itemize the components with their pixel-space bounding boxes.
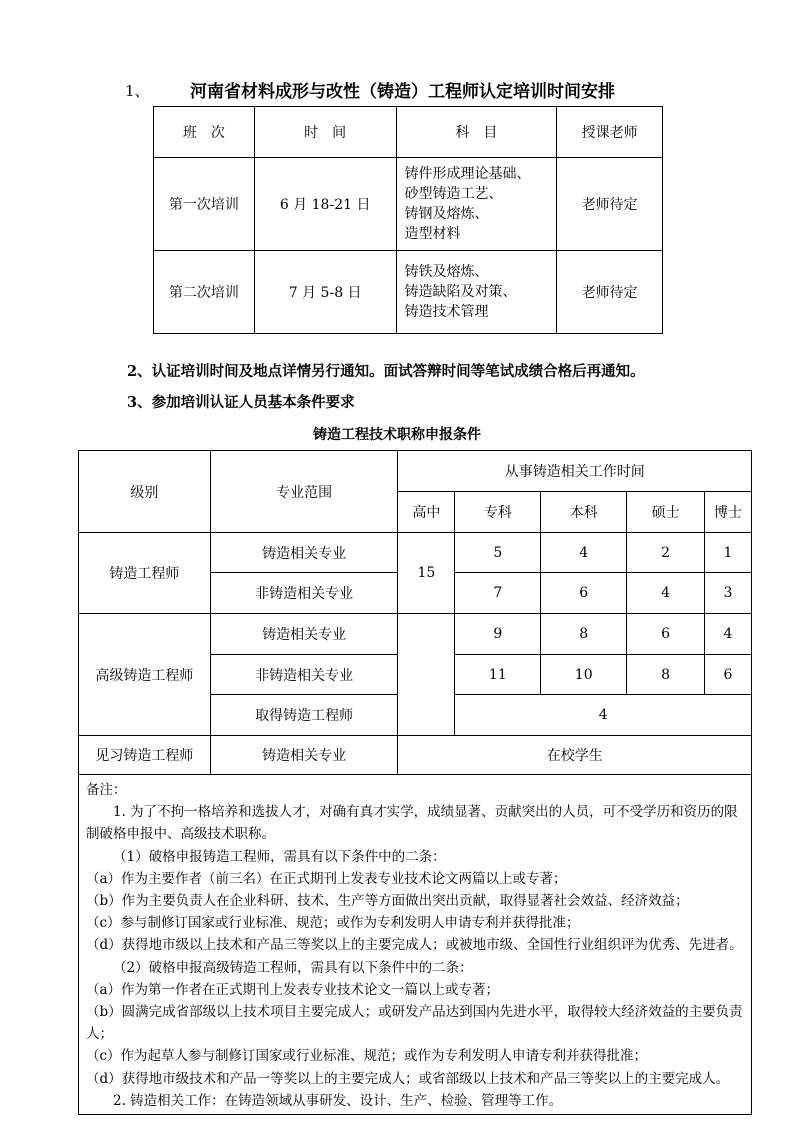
session-name: 第一次培训: [154, 158, 255, 251]
subject-line: 铸铁及熔炼、: [404, 264, 489, 280]
conditions-table-caption: 铸造工程技术职称申报条件: [313, 427, 481, 443]
scope-cell: 铸造相关专业: [210, 614, 398, 655]
scope-cell: 非铸造相关专业: [210, 655, 398, 695]
level-senior-engineer: 高级铸造工程师: [79, 614, 211, 736]
session-subjects: [396, 251, 557, 334]
scope-cell: 铸造相关专业: [210, 736, 398, 775]
session-name: 第二次培训: [154, 251, 255, 334]
degree-master: 硕士: [627, 492, 705, 533]
scope-cell: 铸造相关专业: [210, 533, 398, 573]
level-trainee-engineer: 见习铸造工程师: [79, 736, 211, 775]
table-row: [79, 533, 752, 573]
years-cell: 4: [627, 573, 705, 614]
years-cell: 2: [627, 533, 705, 573]
note-paragraph: （d）获得地市级以上技术和产品三等奖以上的主要完成人；或被地市级、全国性行业组织评为优秀、先进者。: [86, 937, 743, 954]
high-school-empty: [398, 614, 455, 736]
years-cell: 6: [627, 614, 705, 655]
section-3-heading: 3、参加培训认证人员基本条件要求: [127, 394, 355, 411]
subject-line: 铸造技术管理: [404, 304, 489, 320]
conditions-table: [78, 450, 752, 1115]
header-session: 班 次: [154, 107, 255, 158]
note-paragraph: 2. 铸造相关工作：在铸造领域从事研发、设计、生产、检验、管理等工作。: [113, 1092, 563, 1109]
years-cell: 5: [455, 533, 541, 573]
years-cell: 8: [541, 614, 627, 655]
section-2-text: 2、认证培训时间及地点详情另行通知。面试答辩时间等笔试成绩合格后再通知。: [127, 363, 645, 380]
subject-line: 铸件形成理论基础、: [404, 166, 531, 182]
years-cell: 4: [541, 533, 627, 573]
years-cell: 6: [541, 573, 627, 614]
years-cell: 4: [705, 614, 752, 655]
subject-line: 砂型铸造工艺、: [404, 186, 503, 202]
section-1-title: 河南省材料成形与改性（铸造）工程师认定培训时间安排: [190, 82, 615, 102]
years-cell: 10: [541, 655, 627, 695]
years-cell: 6: [705, 655, 752, 695]
degree-doctor: 博士: [705, 492, 752, 533]
years-cell: 7: [455, 573, 541, 614]
note-paragraph: （d）获得地市级技术和产品一等奖以上的主要完成人；或省部级以上技术和产品三等奖以上的主要完成人。: [86, 1070, 730, 1087]
degree-high-school: 高中: [398, 492, 455, 533]
note-paragraph: （b）作为主要负责人在企业科研、技术、生产等方面做出突出贡献，取得显著社会效益、经济效益；: [86, 893, 689, 910]
notes-label: 备注：: [86, 782, 127, 798]
years-cell: 9: [455, 614, 541, 655]
notes-cell: [79, 775, 752, 1115]
training-schedule-table: [153, 106, 663, 334]
years-cell: 4: [455, 695, 752, 736]
subject-line: 造型材料: [404, 226, 461, 242]
header-level: 级别: [79, 451, 211, 533]
table-row: [154, 251, 663, 334]
header-work-time: 从事铸造相关工作时间: [398, 451, 752, 492]
years-cell: 8: [627, 655, 705, 695]
degree-bachelor: 本科: [541, 492, 627, 533]
note-paragraph: （c）作为起草人参与制修订国家或行业标准、规范；或作为专利发明人申请专利并获得批准；: [86, 1048, 648, 1065]
session-time: 7 月 5-8 日: [254, 251, 396, 334]
note-paragraph: （1）破格申报铸造工程师，需具有以下条件中的二条：: [113, 848, 446, 865]
degree-college: 专科: [455, 492, 541, 533]
subject-line: 铸钢及熔炼、: [404, 206, 489, 222]
header-time: 时 间: [254, 107, 396, 158]
high-school-years: 15: [398, 533, 455, 614]
session-time: 6 月 18-21 日: [254, 158, 396, 251]
header-teacher: 授课老师: [557, 107, 663, 158]
session-teacher: 老师待定: [557, 251, 663, 334]
table-row: [79, 614, 752, 655]
level-engineer: 铸造工程师: [79, 533, 211, 614]
note-paragraph: （b）圆满完成省部级以上技术项目主要完成人；或研发产品达到国内先进水平，取得较大经济效益的主要负责人；: [86, 1004, 743, 1043]
scope-cell: 非铸造相关专业: [210, 573, 398, 614]
trainee-requirement: 在校学生: [398, 736, 752, 775]
note-paragraph: （a）作为第一作者在正式期刊上发表专业技术论文一篇以上或专著；: [86, 981, 500, 998]
header-subject: 科 目: [396, 107, 557, 158]
section-1-number: 1、: [125, 82, 150, 100]
note-paragraph: （2）破格申报高级铸造工程师，需具有以下条件中的二条：: [113, 959, 473, 976]
note-paragraph: （c）参与制修订国家或行业标准、规范；或作为专利发明人申请专利并获得批准；: [86, 915, 580, 932]
table-row: [79, 736, 752, 775]
subject-line: 铸造缺陷及对策、: [404, 284, 517, 300]
table-row: [154, 158, 663, 251]
session-subjects: [396, 158, 557, 251]
session-teacher: 老师待定: [557, 158, 663, 251]
years-cell: 11: [455, 655, 541, 695]
note-paragraph: （a）作为主要作者（前三名）在正式期刊上发表专业技术论文两篇以上或专著；: [86, 870, 567, 887]
years-cell: 1: [705, 533, 752, 573]
scope-cell: 取得铸造工程师: [210, 695, 398, 736]
header-scope: 专业范围: [210, 451, 398, 533]
years-cell: 3: [705, 573, 752, 614]
note-paragraph: 1. 为了不拘一格培养和选拔人才，对确有真才实学，成绩显著、贡献突出的人员，可不受学历和资历的限制破格申报中、高级技术职称。: [86, 804, 738, 843]
